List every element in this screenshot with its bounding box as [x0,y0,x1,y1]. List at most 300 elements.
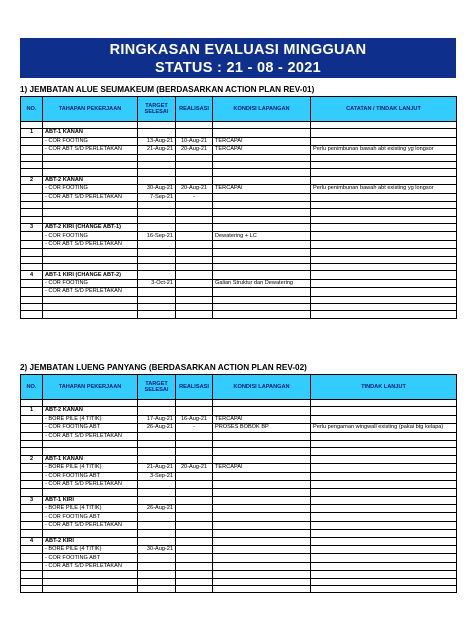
cell-catatan [311,448,457,455]
table-row [21,146,457,154]
cell-tahapan: - COR ABT S/D PERLETAKAN [43,240,138,248]
cell-kondisi [213,513,311,521]
cell-catatan [311,122,457,129]
table-row [21,480,457,488]
cell-target: 26-Aug-21 [138,505,176,513]
table-row [21,489,457,496]
cell-catatan [311,216,457,223]
cell-kondisi: TERCAPAI [213,146,311,154]
cell-catatan [311,472,457,480]
cell-kondisi [213,440,311,447]
cell-tahapan: - COR FOOTING ABT [43,513,138,521]
table-row [21,249,457,256]
table-row [21,440,457,447]
cell-kondisi [213,489,311,496]
cell-no [21,505,43,513]
cell-target [138,455,176,463]
cell-realisasi [176,530,213,537]
cell-no: 3 [21,496,43,504]
cell-tahapan: - BORE PILE (4 TITIK) [43,464,138,472]
section-1-title: 1) JEMBATAN ALUE SEUMAKEUM (BERDASARKAN ACTION PLAN REV-01) [20,85,315,94]
cell-kondisi [213,224,311,232]
cell-catatan [311,271,457,279]
cell-realisasi [176,521,213,529]
cell-tahapan: - COR FOOTING [43,137,138,145]
table-row [21,537,457,545]
cell-kondisi [213,455,311,463]
cell-catatan [311,464,457,472]
cell-kondisi [213,122,311,129]
cell-realisasi: 10-Aug-21 [176,137,213,145]
cell-realisasi: 20-Aug-21 [176,146,213,154]
cell-catatan [311,546,457,554]
cell-tahapan [43,161,138,168]
cell-kondisi [213,288,311,296]
cell-kondisi [213,296,311,303]
table-row [21,496,457,504]
cell-catatan [311,311,457,318]
cell-no [21,137,43,145]
cell-kondisi [213,311,311,318]
cell-tahapan: - COR FOOTING ABT [43,554,138,562]
table-row [21,530,457,537]
cell-kondisi [213,530,311,537]
table-row [21,432,457,440]
table-row [21,407,457,415]
cell-target [138,216,176,223]
cell-no [21,432,43,440]
cell-tahapan: ABT-2 KANAN [43,407,138,415]
cell-no [21,185,43,193]
cell-kondisi [213,432,311,440]
cell-tahapan: - COR ABT S/D PERLETAKAN [43,480,138,488]
cell-catatan [311,432,457,440]
cell-target [138,480,176,488]
cell-catatan [311,249,457,256]
table-row [21,571,457,578]
table-row [21,169,457,176]
cell-realisasi [176,216,213,223]
cell-no [21,415,43,423]
header-target: TARGET SELESAI [138,375,176,400]
cell-kondisi [213,407,311,415]
cell-catatan [311,455,457,463]
cell-realisasi [176,264,213,271]
table-row [21,271,457,279]
cell-tahapan: ABT-2 KIRI [43,537,138,545]
table-row [21,472,457,480]
cell-no: 3 [21,224,43,232]
cell-catatan [311,554,457,562]
cell-tahapan [43,489,138,496]
cell-target [138,571,176,578]
cell-catatan [311,137,457,145]
cell-tahapan: - COR FOOTING [43,232,138,240]
cell-kondisi [213,264,311,271]
cell-catatan [311,209,457,216]
table-row [21,279,457,287]
cell-realisasi: 16-Aug-21 [176,415,213,423]
table-row [21,232,457,240]
cell-target [138,288,176,296]
cell-realisasi [176,296,213,303]
table-row [21,303,457,310]
cell-tahapan: ABT-1 KIRI (CHANGE ABT-2) [43,271,138,279]
cell-no: 2 [21,176,43,184]
cell-no [21,464,43,472]
cell-catatan [311,521,457,529]
cell-kondisi [213,562,311,570]
report-banner [20,38,456,78]
table-row [21,185,457,193]
cell-target [138,271,176,279]
cell-target [138,311,176,318]
section-2-table [20,374,457,593]
cell-realisasi [176,489,213,496]
cell-target [138,264,176,271]
report-title: RINGKASAN EVALUASI MINGGUAN [109,42,367,58]
header-kondisi: KONDISI LAPANGAN [213,375,311,400]
cell-kondisi [213,303,311,310]
table-row [21,216,457,223]
cell-target [138,578,176,585]
cell-kondisi [213,521,311,529]
cell-tahapan: - COR ABT S/D PERLETAKAN [43,146,138,154]
cell-tahapan [43,209,138,216]
cell-target: 30-Aug-21 [138,185,176,193]
cell-realisasi [176,546,213,554]
cell-no [21,480,43,488]
cell-no [21,311,43,318]
table-row [21,513,457,521]
table-header-row [21,375,457,400]
cell-kondisi [213,571,311,578]
cell-catatan [311,264,457,271]
cell-realisasi [176,455,213,463]
cell-target: 16-Sep-21 [138,232,176,240]
cell-kondisi [213,537,311,545]
table-row [21,288,457,296]
cell-no [21,585,43,592]
cell-tahapan [43,530,138,537]
table-row [21,505,457,513]
section-2-title: 2) JEMBATAN LUENG PANYANG (BERDASARKAN ACTION PLAN REV-02) [20,363,307,372]
cell-no [21,440,43,447]
cell-target: 21-Aug-21 [138,464,176,472]
cell-target [138,530,176,537]
cell-kondisi [213,472,311,480]
cell-realisasi [176,472,213,480]
table-row [21,448,457,455]
cell-no [21,193,43,201]
cell-tahapan: ABT-2 KIRI (CHANGE ABT-1) [43,224,138,232]
cell-target [138,407,176,415]
cell-no [21,169,43,176]
cell-no [21,472,43,480]
cell-catatan [311,578,457,585]
cell-realisasi [176,554,213,562]
cell-kondisi: Dewatering + LC [213,232,311,240]
cell-target: 7-Sep-21 [138,193,176,201]
cell-no [21,554,43,562]
cell-no [21,571,43,578]
cell-tahapan: - COR FOOTING ABT [43,472,138,480]
table-row [21,193,457,201]
table-row [21,122,457,129]
cell-realisasi [176,224,213,232]
cell-kondisi [213,161,311,168]
cell-kondisi [213,480,311,488]
cell-target [138,296,176,303]
cell-realisasi [176,249,213,256]
cell-kondisi: TERCAPAI [213,464,311,472]
cell-catatan [311,129,457,137]
cell-catatan [311,571,457,578]
cell-realisasi [176,432,213,440]
cell-realisasi [176,240,213,248]
cell-target [138,432,176,440]
cell-tahapan [43,169,138,176]
cell-catatan [311,407,457,415]
cell-realisasi [176,505,213,513]
cell-target: 17-Aug-21 [138,415,176,423]
cell-no [21,489,43,496]
cell-tahapan: - BORE PILE (4 TITIK) [43,415,138,423]
cell-catatan [311,400,457,407]
cell-kondisi [213,240,311,248]
table-row [21,578,457,585]
cell-tahapan: - BORE PILE (4 TITIK) [43,505,138,513]
cell-catatan [311,296,457,303]
cell-kondisi [213,448,311,455]
header-no: NO. [21,375,43,400]
cell-catatan [311,201,457,208]
cell-realisasi [176,513,213,521]
cell-no [21,279,43,287]
cell-kondisi [213,578,311,585]
cell-tahapan: ABT-2 KANAN [43,176,138,184]
cell-tahapan: - COR ABT S/D PERLETAKAN [43,562,138,570]
cell-target [138,122,176,129]
table-row [21,176,457,184]
cell-target: 3-Sep-21 [138,472,176,480]
table-row [21,209,457,216]
table-row [21,240,457,248]
cell-realisasi [176,578,213,585]
cell-kondisi [213,169,311,176]
cell-kondisi [213,201,311,208]
cell-kondisi [213,256,311,263]
cell-tahapan [43,311,138,318]
cell-kondisi: PROSES BOBOK BP [213,424,311,432]
cell-catatan [311,530,457,537]
header-target: TARGET SELESAI [138,97,176,122]
cell-realisasi [176,407,213,415]
cell-kondisi: TERCAPAI [213,415,311,423]
cell-target: 13-Aug-21 [138,137,176,145]
cell-tahapan: - BORE PILE (4 TITIK) [43,546,138,554]
cell-kondisi [213,154,311,161]
cell-target [138,209,176,216]
cell-tahapan: - COR ABT S/D PERLETAKAN [43,288,138,296]
cell-no [21,240,43,248]
cell-realisasi [176,279,213,287]
cell-no: 2 [21,455,43,463]
cell-tahapan [43,256,138,263]
cell-tahapan: - COR FOOTING ABT [43,424,138,432]
cell-target [138,224,176,232]
table-row [21,296,457,303]
cell-tahapan [43,216,138,223]
table-row [21,562,457,570]
cell-target: 26-Aug-21 [138,424,176,432]
cell-realisasi [176,209,213,216]
cell-no [21,530,43,537]
cell-realisasi [176,169,213,176]
table-row [21,256,457,263]
cell-kondisi: TERCAPAI [213,185,311,193]
cell-kondisi [213,129,311,137]
cell-realisasi [176,400,213,407]
cell-realisasi [176,154,213,161]
cell-tahapan [43,201,138,208]
cell-target [138,448,176,455]
cell-realisasi [176,256,213,263]
cell-no: 1 [21,129,43,137]
cell-realisasi [176,571,213,578]
cell-no [21,154,43,161]
cell-catatan [311,279,457,287]
cell-no [21,161,43,168]
cell-catatan [311,496,457,504]
table-row [21,400,457,407]
table-row [21,415,457,423]
cell-realisasi [176,288,213,296]
cell-target: 30-Aug-21 [138,546,176,554]
cell-no [21,249,43,256]
header-realisasi: REALISASI [176,97,213,122]
cell-no [21,521,43,529]
cell-catatan [311,169,457,176]
cell-catatan [311,176,457,184]
table-row [21,455,457,463]
cell-kondisi [213,209,311,216]
cell-realisasi: 20-Aug-21 [176,464,213,472]
cell-no: 1 [21,407,43,415]
table-row [21,154,457,161]
cell-no [21,562,43,570]
cell-kondisi: TERCAPAI [213,137,311,145]
table-row [21,161,457,168]
table-row [21,546,457,554]
cell-realisasi [176,176,213,184]
cell-realisasi [176,271,213,279]
cell-target [138,249,176,256]
cell-tahapan [43,154,138,161]
cell-no [21,400,43,407]
cell-catatan [311,240,457,248]
cell-tahapan: ABT-1 KANAN [43,129,138,137]
cell-tahapan: - COR ABT S/D PERLETAKAN [43,432,138,440]
cell-kondisi [213,249,311,256]
cell-target [138,161,176,168]
cell-tahapan [43,303,138,310]
cell-kondisi [213,585,311,592]
header-catatan: CATATAN / TINDAK LANJUT [311,97,457,122]
cell-target [138,201,176,208]
cell-tahapan [43,400,138,407]
cell-catatan [311,537,457,545]
cell-no [21,232,43,240]
cell-target [138,440,176,447]
cell-tahapan: - COR FOOTING [43,279,138,287]
cell-target [138,176,176,184]
cell-catatan [311,513,457,521]
table-row [21,311,457,318]
cell-realisasi [176,585,213,592]
cell-tahapan [43,578,138,585]
section-1-table [20,96,457,319]
cell-target [138,400,176,407]
cell-catatan [311,585,457,592]
cell-realisasi [176,303,213,310]
cell-kondisi [213,216,311,223]
cell-no [21,201,43,208]
table-row [21,264,457,271]
cell-realisasi [176,232,213,240]
header-kondisi: KONDISI LAPANGAN [213,97,311,122]
cell-catatan [311,505,457,513]
cell-tahapan [43,296,138,303]
cell-target [138,554,176,562]
cell-no [21,264,43,271]
cell-no [21,256,43,263]
cell-no [21,209,43,216]
cell-target: 3-Oct-21 [138,279,176,287]
cell-catatan [311,480,457,488]
cell-target: 21-Aug-21 [138,146,176,154]
cell-tahapan [43,571,138,578]
cell-catatan [311,232,457,240]
cell-catatan [311,154,457,161]
cell-realisasi [176,440,213,447]
cell-catatan [311,161,457,168]
cell-catatan [311,562,457,570]
cell-realisasi [176,129,213,137]
cell-no [21,448,43,455]
cell-catatan [311,288,457,296]
cell-realisasi [176,161,213,168]
cell-catatan [311,489,457,496]
cell-kondisi [213,193,311,201]
cell-realisasi [176,562,213,570]
cell-realisasi: - [176,193,213,201]
table-row [21,201,457,208]
cell-tahapan [43,440,138,447]
cell-tahapan [43,585,138,592]
header-tahapan: TAHAPAN PEKERJAAN [43,97,138,122]
cell-kondisi [213,271,311,279]
cell-no: 4 [21,271,43,279]
cell-catatan [311,256,457,263]
cell-no: 4 [21,537,43,545]
cell-tahapan: - COR FOOTING [43,185,138,193]
header-realisasi: REALISASI [176,375,213,400]
cell-target [138,129,176,137]
table-row [21,585,457,592]
header-tahapan: TAHAPAN PEKERJAAN [43,375,138,400]
table-row [21,464,457,472]
